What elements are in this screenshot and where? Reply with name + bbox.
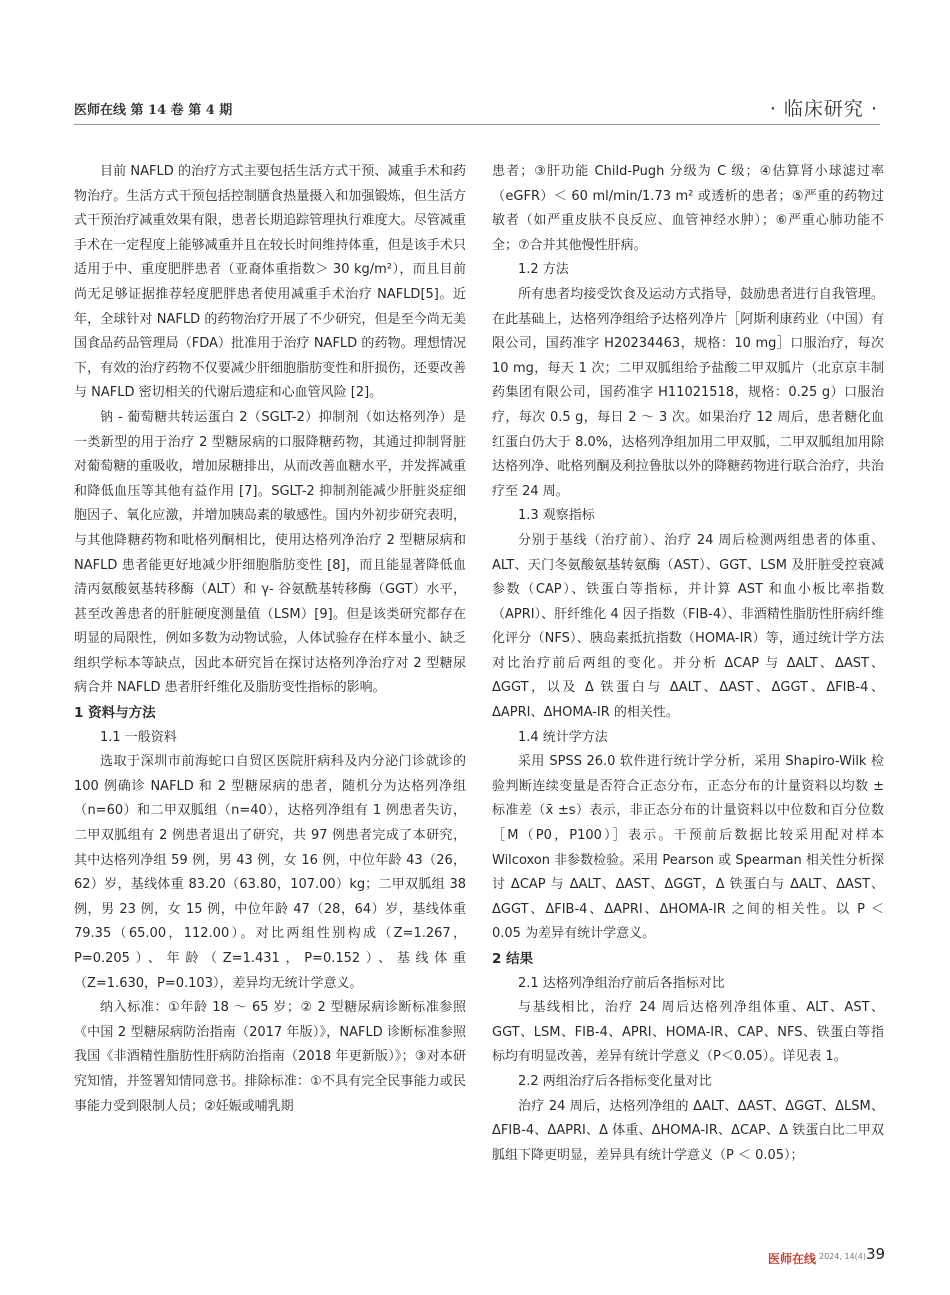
paragraph: 钠 - 葡萄糖共转运蛋白 2（SGLT-2）抑制剂（如达格列净）是一类新型的用于治疗 2 型糖尿病的口服降糖药物，其通过抑制肾脏对葡萄糖的重吸收，增加尿糖排出，从而改善血糖水平，并发挥减重和降低血压等其他有益作用 [7]。SGLT-2 抑制剂能减少肝脏炎症细胞因子、氧化应激，并增加胰岛素的敏感性。国内外初步研究表明，与其他降糖药物和吡格列酮相比，使用达格列净治疗 2 型糖尿病和 NAFLD 患者能更好地减少肝细胞脂肪变性 [8]，而且能显著降低血清丙氨酸氨基转移酶（ALT）和 γ- 谷氨酰基转移酶（GGT）水平，甚至改善患者的肝脏硬度测量值（LSM）[9]。但是该类研究都存在明显的局限性，例如多数为动物试验，人体试验存在样本量小、缺乏组织学标本等缺点，因此本研究旨在探讨达格列净治疗对 2 型糖尿病合并 NAFLD 患者肝纤维化及脂肪变性指标的影响。	[74, 409, 466, 696]
subsection-heading: 2.2 两组治疗后各指标变化量对比	[518, 1073, 712, 1089]
paragraph: 分别于基线（治疗前）、治疗 24 周后检测两组患者的体重、ALT、天门冬氨酸氨基转氨酶（AST）、GGT、LSM 及肝脏受控衰减参数（CAP）、铁蛋白等指标，并计算 AST 和血小板比率指数（APRI）、肝纤维化 4 因子指数（FIB-4）、非酒精性脂肪性肝病纤维化评分（NFS）、胰岛素抵抗指数（HOMA-IR）等，通过统计学方法对比治疗前后两组的变化。并分析 ΔCAP 与 ΔALT、ΔAST、ΔGGT，以及 Δ 铁蛋白与 ΔALT、ΔAST、ΔGGT、ΔFIB-4、ΔAPRI、ΔHOMA-IR 的相关性。	[492, 532, 884, 721]
paragraph: 采用 SPSS 26.0 软件进行统计学分析，采用 Shapiro-Wilk 检验判断连续变量是否符合正态分布，正态分布的计量资料以均数 ± 标准差（x̄ ±s）表示，非正态分布的计量资料以中位数和百分位数［M（P0，P100）］表示。干预前后数据比较采用配对样本 Wilcoxon 非参数检验。采用 Pearson 或 Spearman 相关性分析探讨 ΔCAP 与 ΔALT、ΔAST、ΔGGT，Δ 铁蛋白与 ΔALT、ΔAST、ΔGGT、ΔFIB-4、ΔAPRI、ΔHOMA-IR 之间的相关性。以 P ＜ 0.05 为差异有统计学意义。	[492, 754, 884, 942]
paragraph: 目前 NAFLD 的治疗方式主要包括生活方式干预、减重手术和药物治疗。生活方式干预包括控制膳食热量摄入和加强锻炼，但生活方式干预治疗减重效果有限，患者长期追踪管理执行难度大。尽管减重手术在一定程度上能够减重并且在较长时间维持体重，但是该手术只适用于中、重度肥胖患者（亚裔体重指数＞ 30 kg/m²），而且目前尚无足够证据推荐轻度肥胖患者使用减重手术治疗 NAFLD[5]。近年，全球针对 NAFLD 的药物治疗开展了不少研究，但是至今尚无美国食品药品管理局（FDA）批准用于治疗 NAFLD 的药物。理想情况下，有效的治疗药物不仅要减少肝细胞脂肪变性和肝损伤，还要改善与 NAFLD 密切相关的代谢后遗症和心血管风险 [2]。	[74, 164, 466, 401]
paragraph: 选取于深圳市前海蛇口自贸区医院肝病科及内分泌门诊就诊的 100 例确诊 NAFLD 和 2 型糖尿病的患者，随机分为达格列净组（n=60）和二甲双胍组（n=40），达格列净组有 1 例患者失访，二甲双胍组有 2 例患者退出了研究，共 97 例患者完成了本研究，其中达格列净组 59 例，男 43 例，女 16 例，中位年龄 43（26，62）岁，基线体重 83.20（63.80，107.00）kg；二甲双胍组 38 例，男 23 例，女 15 例，中位年龄 47（28，64）岁，基线体重 79.35（65.00，112.00）。对比两组性别构成（Z=1.267，P=0.205）、年龄（Z=1.431，P=0.152）、基线体重（Z=1.630，P=0.103），差异均无统计学意义。	[74, 754, 466, 991]
footer-logo: 医师在线	[768, 1252, 817, 1266]
subsection-heading: 2.1 达格列净组治疗前后各指标对比	[518, 975, 725, 991]
section-heading: 2 结果	[492, 951, 534, 967]
journal-header: 医师在线 第 14 卷 第 4 期	[74, 103, 233, 118]
footer-issue: 2024, 14(4)	[819, 1252, 866, 1261]
left-column	[74, 160, 466, 1119]
paragraph: 治疗 24 周后，达格列净组的 ΔALT、ΔAST、ΔGGT、ΔLSM、ΔFIB-4、ΔAPRI、Δ 体重、ΔHOMA-IR、ΔCAP、Δ 铁蛋白比二甲双胍组下降更明显，差异具有统计学意义（P ＜ 0.05）；	[492, 1098, 884, 1163]
right-column	[492, 160, 884, 1168]
subsection-heading: 1.1 一般资料	[100, 729, 177, 745]
paragraph: 与基线相比，治疗 24 周后达格列净组体重、ALT、AST、GGT、LSM、FIB-4、APRI、HOMA-IR、CAP、NFS、铁蛋白等指标均有明显改善，差异有统计学意义（P＜0.05）。详见表 1。	[492, 1000, 884, 1065]
paragraph: 所有患者均接受饮食及运动方式指导，鼓励患者进行自我管理。在此基础上，达格列净组给予达格列净片［阿斯利康药业（中国）有限公司，国药准字 H20234463，规格：10 mg］口服治疗，每次 10 mg，每天 1 次；二甲双胍组给予盐酸二甲双胍片（北京京丰制药集团有限公司，国药准字 H11021518，规格：0.25 g）口服治疗，每次 0.5 g，每日 2 ～ 3 次。如果治疗 12 周后，患者糖化血红蛋白仍大于 8.0%，达格列净组加用二甲双胍，二甲双胍组加用除达格列净、吡格列酮及利拉鲁肽以外的降糖药物进行联合治疗，共治疗至 24 周。	[492, 286, 884, 499]
section-heading: 1 资料与方法	[74, 705, 156, 722]
section-header: · 临床研究 ·	[769, 98, 878, 120]
paragraph: 患者；③肝功能 Child-Pugh 分级为 C 级；④估算肾小球滤过率（eGFR）＜ 60 ml/min/1.73 m² 或透析的患者；⑤严重的药物过敏者（如严重皮肤不良反应、血管神经水肿）；⑥严重心肺功能不全；⑦合并其他慢性肝病。	[492, 164, 884, 253]
subsection-heading: 1.2 方法	[518, 262, 569, 278]
subsection-heading: 1.4 统计学方法	[518, 729, 608, 745]
page-number: 39	[866, 1245, 886, 1263]
header-divider	[74, 124, 880, 125]
subsection-heading: 1.3 观察指标	[518, 508, 595, 524]
paragraph: 纳入标准：①年龄 18 ～ 65 岁；② 2 型糖尿病诊断标准参照《中国 2 型糖尿病防治指南（2017 年版）》，NAFLD 诊断标准参照我国《非酒精性脂肪性肝病防治指南（2018 年更新版）》；③对本研究知情，并签署知情同意书。排除标准：①不具有完全民事能力或民事能力受到限制人员；②妊娠或哺乳期	[74, 1000, 466, 1114]
